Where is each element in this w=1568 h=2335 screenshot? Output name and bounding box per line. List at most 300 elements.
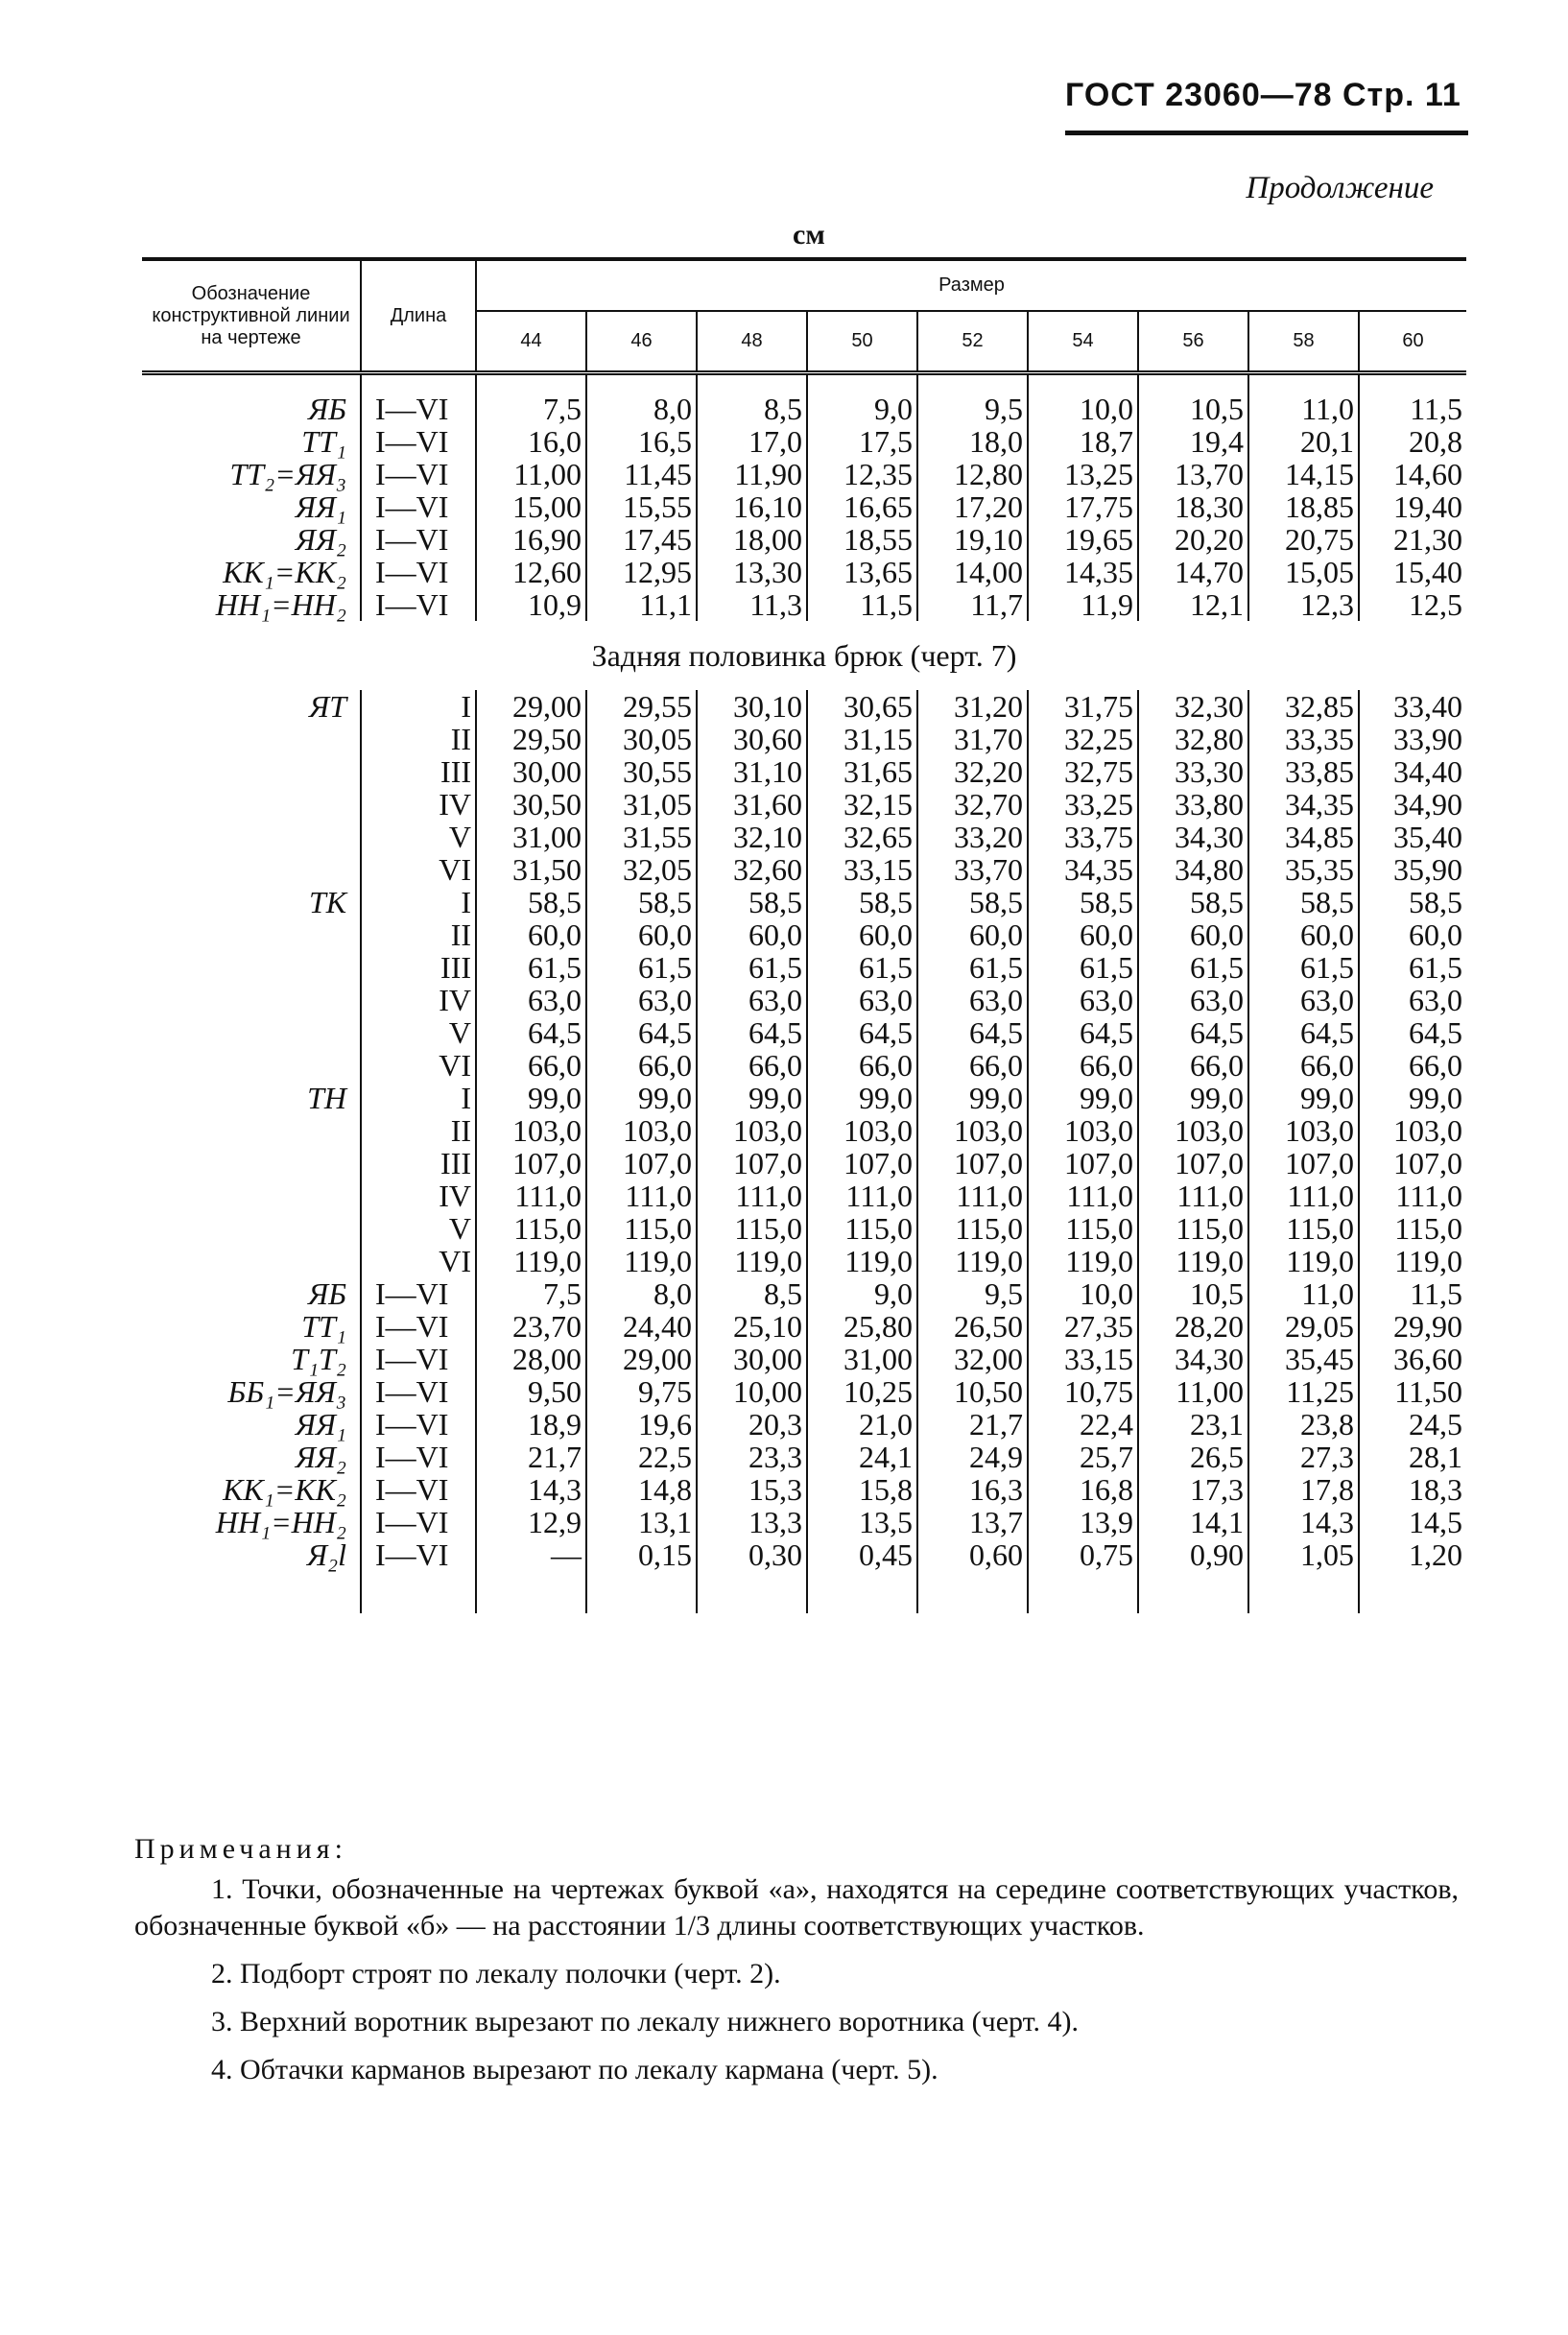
size-header-cell: 58	[1248, 311, 1359, 373]
designation-cell: КК₁=КК₂	[223, 1472, 346, 1507]
table-row	[142, 588, 1466, 621]
table-row	[142, 788, 1466, 821]
designation-cell	[142, 723, 361, 755]
designation-cell: НН₁=НН₂	[215, 1505, 346, 1539]
value-cell: 103,0	[476, 1114, 586, 1147]
value-cell: 115,0	[1028, 1212, 1138, 1245]
value-cell: 32,85	[1248, 690, 1359, 723]
value-cell: 12,3	[1248, 588, 1359, 621]
value-cell: 32,05	[586, 853, 697, 886]
value-cell: 58,5	[1359, 886, 1466, 918]
length-cell: II	[361, 723, 476, 755]
value-cell: 31,15	[807, 723, 917, 755]
value-cell: 13,30	[697, 556, 807, 588]
value-cell: —	[476, 1538, 586, 1571]
designation-cell	[142, 1147, 361, 1179]
value-cell: 17,3	[1138, 1473, 1248, 1506]
value-cell: 35,45	[1248, 1343, 1359, 1375]
value-cell: 9,5	[917, 393, 1028, 425]
designation-cell: ЯБ	[308, 1276, 346, 1311]
table-row	[142, 1408, 1466, 1441]
value-cell: 66,0	[1359, 1049, 1466, 1082]
value-cell: 23,8	[1248, 1408, 1359, 1441]
spacer-cell	[1028, 1571, 1138, 1613]
table-row	[142, 1277, 1466, 1310]
value-cell: 0,15	[586, 1538, 697, 1571]
value-cell: 11,00	[476, 458, 586, 490]
value-cell: 31,70	[917, 723, 1028, 755]
value-cell: 19,40	[1359, 490, 1466, 523]
value-cell: 60,0	[1138, 918, 1248, 951]
designation-cell	[142, 984, 361, 1016]
value-cell: 10,9	[476, 588, 586, 621]
value-cell: 23,70	[476, 1310, 586, 1343]
value-cell: 11,0	[1248, 1277, 1359, 1310]
spacer-cell	[917, 373, 1028, 393]
value-cell: 25,80	[807, 1310, 917, 1343]
length-cell: II	[361, 1114, 476, 1147]
value-cell: 115,0	[917, 1212, 1028, 1245]
value-cell: 22,4	[1028, 1408, 1138, 1441]
value-cell: 29,55	[586, 690, 697, 723]
continuation-label: Продолжение	[1246, 171, 1434, 205]
value-cell: 8,5	[697, 393, 807, 425]
value-cell: 17,5	[807, 425, 917, 458]
value-cell: 21,0	[807, 1408, 917, 1441]
value-cell: 115,0	[697, 1212, 807, 1245]
value-cell: 36,60	[1359, 1343, 1466, 1375]
size-header-cell: 44	[476, 311, 586, 373]
table-row	[142, 1212, 1466, 1245]
length-cell: IV	[361, 1179, 476, 1212]
value-cell: 107,0	[1248, 1147, 1359, 1179]
value-cell: 12,5	[1359, 588, 1466, 621]
value-cell: 29,90	[1359, 1310, 1466, 1343]
value-cell: 60,0	[807, 918, 917, 951]
table-row	[142, 918, 1466, 951]
value-cell: 61,5	[917, 951, 1028, 984]
value-cell: 103,0	[1028, 1114, 1138, 1147]
value-cell: 64,5	[807, 1016, 917, 1049]
length-header: Длина	[361, 259, 476, 373]
value-cell: 14,00	[917, 556, 1028, 588]
value-cell: 10,00	[697, 1375, 807, 1408]
value-cell: 16,3	[917, 1473, 1028, 1506]
value-cell: 31,75	[1028, 690, 1138, 723]
value-cell: 107,0	[807, 1147, 917, 1179]
value-cell: 18,30	[1138, 490, 1248, 523]
value-cell: 19,10	[917, 523, 1028, 556]
value-cell: 32,30	[1138, 690, 1248, 723]
value-cell: 64,5	[697, 1016, 807, 1049]
value-cell: 111,0	[1028, 1179, 1138, 1212]
value-cell: 32,60	[697, 853, 807, 886]
value-cell: 13,65	[807, 556, 917, 588]
value-cell: 21,30	[1359, 523, 1466, 556]
value-cell: 10,5	[1138, 1277, 1248, 1310]
value-cell: 103,0	[1359, 1114, 1466, 1147]
value-cell: 64,5	[1248, 1016, 1359, 1049]
spacer-cell	[1359, 373, 1466, 393]
designation-cell	[142, 755, 361, 788]
value-cell: 32,00	[917, 1343, 1028, 1375]
spacer-cell	[1028, 373, 1138, 393]
value-cell: 64,5	[586, 1016, 697, 1049]
value-cell: 30,55	[586, 755, 697, 788]
table-row	[142, 1049, 1466, 1082]
value-cell: 61,5	[1248, 951, 1359, 984]
value-cell: 66,0	[1028, 1049, 1138, 1082]
value-cell: 32,20	[917, 755, 1028, 788]
table-row	[142, 1375, 1466, 1408]
size-header: Размер	[476, 259, 1466, 311]
value-cell: 15,40	[1359, 556, 1466, 588]
value-cell: 16,8	[1028, 1473, 1138, 1506]
value-cell: 18,00	[697, 523, 807, 556]
value-cell: 61,5	[1028, 951, 1138, 984]
value-cell: 63,0	[1359, 984, 1466, 1016]
value-cell: 11,9	[1028, 588, 1138, 621]
table-row	[142, 1473, 1466, 1506]
spacer-cell	[807, 1571, 917, 1613]
value-cell: 107,0	[917, 1147, 1028, 1179]
table-row	[142, 723, 1466, 755]
value-cell: 11,25	[1248, 1375, 1359, 1408]
value-cell: 66,0	[1248, 1049, 1359, 1082]
value-cell: 32,80	[1138, 723, 1248, 755]
length-cell: I—VI	[361, 1538, 476, 1571]
value-cell: 58,5	[586, 886, 697, 918]
table-row	[142, 690, 1466, 723]
value-cell: 33,80	[1138, 788, 1248, 821]
value-cell: 11,1	[586, 588, 697, 621]
length-cell: III	[361, 755, 476, 788]
note-item: 3. Верхний воротник вырезают по лекалу нижнего воротника (черт. 4).	[211, 2006, 1079, 2037]
spacer-cell	[361, 1571, 476, 1613]
value-cell: 34,80	[1138, 853, 1248, 886]
value-cell: 103,0	[1248, 1114, 1359, 1147]
spacer-cell	[142, 1571, 361, 1613]
value-cell: 99,0	[586, 1082, 697, 1114]
table-row	[142, 984, 1466, 1016]
value-cell: 99,0	[1359, 1082, 1466, 1114]
designation-cell: ТК	[308, 885, 346, 919]
designation-cell	[142, 821, 361, 853]
designation-cell: ТТ₂=ЯЯ₃	[229, 457, 346, 491]
value-cell: 19,65	[1028, 523, 1138, 556]
length-cell: I—VI	[361, 425, 476, 458]
value-cell: 11,5	[807, 588, 917, 621]
value-cell: 31,55	[586, 821, 697, 853]
value-cell: 58,5	[697, 886, 807, 918]
designation-cell	[142, 1212, 361, 1245]
note-item: 2. Подборт строят по лекалу полочки (черт. 2).	[211, 1958, 781, 1990]
value-cell: 115,0	[1138, 1212, 1248, 1245]
value-cell: 16,5	[586, 425, 697, 458]
value-cell: 25,7	[1028, 1441, 1138, 1473]
value-cell: 18,55	[807, 523, 917, 556]
designation-cell: ЯЯ₁	[295, 489, 346, 524]
designation-header: Обозначение конструктивной линии на чертеже	[142, 259, 361, 373]
designation-cell	[142, 1179, 361, 1212]
value-cell: 0,90	[1138, 1538, 1248, 1571]
value-cell: 30,00	[697, 1343, 807, 1375]
table-row	[142, 821, 1466, 853]
value-cell: 61,5	[586, 951, 697, 984]
value-cell: 13,3	[697, 1506, 807, 1538]
value-cell: 9,50	[476, 1375, 586, 1408]
value-cell: 20,3	[697, 1408, 807, 1441]
value-cell: 34,35	[1248, 788, 1359, 821]
value-cell: 7,5	[476, 1277, 586, 1310]
value-cell: 61,5	[1138, 951, 1248, 984]
value-cell: 58,5	[807, 886, 917, 918]
value-cell: 14,3	[476, 1473, 586, 1506]
length-cell: III	[361, 951, 476, 984]
value-cell: 26,50	[917, 1310, 1028, 1343]
value-cell: 14,8	[586, 1473, 697, 1506]
note-item: 4. Обтачки карманов вырезают по лекалу кармана (черт. 5).	[211, 2054, 938, 2085]
value-cell: 119,0	[1248, 1245, 1359, 1277]
value-cell: 103,0	[586, 1114, 697, 1147]
size-header-cell: 50	[807, 311, 917, 373]
value-cell: 58,5	[476, 886, 586, 918]
notes	[134, 1831, 1459, 2100]
value-cell: 35,40	[1359, 821, 1466, 853]
value-cell: 15,3	[697, 1473, 807, 1506]
value-cell: 99,0	[807, 1082, 917, 1114]
designation-cell	[142, 788, 361, 821]
value-cell: 29,00	[586, 1343, 697, 1375]
value-cell: 18,85	[1248, 490, 1359, 523]
designation-cell: НН₁=НН₂	[215, 587, 346, 622]
value-cell: 31,50	[476, 853, 586, 886]
length-cell: IV	[361, 788, 476, 821]
spacer-cell	[476, 1571, 586, 1613]
value-cell: 33,20	[917, 821, 1028, 853]
value-cell: 31,05	[586, 788, 697, 821]
designation-cell: ТТ₁	[301, 1309, 346, 1344]
value-cell: 63,0	[1138, 984, 1248, 1016]
spacer-cell	[586, 373, 697, 393]
value-cell: 31,20	[917, 690, 1028, 723]
value-cell: 32,70	[917, 788, 1028, 821]
length-cell: I—VI	[361, 1277, 476, 1310]
value-cell: 60,0	[697, 918, 807, 951]
table-row	[142, 853, 1466, 886]
table-row	[142, 755, 1466, 788]
value-cell: 61,5	[1359, 951, 1466, 984]
value-cell: 33,35	[1248, 723, 1359, 755]
value-cell: 99,0	[1028, 1082, 1138, 1114]
length-cell: I—VI	[361, 556, 476, 588]
value-cell: 111,0	[807, 1179, 917, 1212]
designation-cell: ЯЯ₂	[295, 1440, 346, 1474]
value-cell: 107,0	[1138, 1147, 1248, 1179]
table-row	[142, 490, 1466, 523]
spacer-row	[142, 373, 1466, 393]
size-header-cell: 52	[917, 311, 1028, 373]
length-cell: VI	[361, 853, 476, 886]
value-cell: 7,5	[476, 393, 586, 425]
value-cell: 10,25	[807, 1375, 917, 1408]
value-cell: 11,00	[1138, 1375, 1248, 1408]
value-cell: 13,25	[1028, 458, 1138, 490]
value-cell: 32,25	[1028, 723, 1138, 755]
length-cell: I—VI	[361, 1408, 476, 1441]
value-cell: 119,0	[476, 1245, 586, 1277]
designation-cell: ТН	[307, 1081, 346, 1115]
value-cell: 64,5	[476, 1016, 586, 1049]
value-cell: 60,0	[586, 918, 697, 951]
value-cell: 25,10	[697, 1310, 807, 1343]
value-cell: 115,0	[586, 1212, 697, 1245]
value-cell: 24,1	[807, 1441, 917, 1473]
value-cell: 60,0	[1248, 918, 1359, 951]
value-cell: 0,30	[697, 1538, 807, 1571]
length-cell: I	[361, 886, 476, 918]
value-cell: 9,0	[807, 1277, 917, 1310]
designation-cell: КК₁=КК₂	[223, 555, 346, 589]
value-cell: 20,1	[1248, 425, 1359, 458]
value-cell: 9,0	[807, 393, 917, 425]
value-cell: 11,50	[1359, 1375, 1466, 1408]
value-cell: 33,30	[1138, 755, 1248, 788]
value-cell: 99,0	[1248, 1082, 1359, 1114]
designation-cell	[142, 1114, 361, 1147]
spacer-cell	[586, 1571, 697, 1613]
value-cell: 11,5	[1359, 1277, 1466, 1310]
table-row	[142, 1506, 1466, 1538]
length-cell: I	[361, 1082, 476, 1114]
value-cell: 33,15	[1028, 1343, 1138, 1375]
designation-cell: ЯЯ₁	[295, 1407, 346, 1442]
value-cell: 60,0	[917, 918, 1028, 951]
designation-cell: ЯЯ₂	[295, 522, 346, 557]
table-row	[142, 1245, 1466, 1277]
value-cell: 18,9	[476, 1408, 586, 1441]
value-cell: 99,0	[476, 1082, 586, 1114]
value-cell: 32,10	[697, 821, 807, 853]
designation-cell	[142, 1245, 361, 1277]
value-cell: 11,7	[917, 588, 1028, 621]
length-cell: V	[361, 1212, 476, 1245]
table-row	[142, 1343, 1466, 1375]
designation-cell: ТТ₁	[301, 424, 346, 459]
length-cell: IV	[361, 984, 476, 1016]
length-cell: I—VI	[361, 490, 476, 523]
value-cell: 30,65	[807, 690, 917, 723]
value-cell: 10,5	[1138, 393, 1248, 425]
value-cell: 20,20	[1138, 523, 1248, 556]
value-cell: 107,0	[697, 1147, 807, 1179]
value-cell: 17,45	[586, 523, 697, 556]
value-cell: 63,0	[697, 984, 807, 1016]
value-cell: 10,0	[1028, 393, 1138, 425]
table-row	[142, 1310, 1466, 1343]
value-cell: 12,35	[807, 458, 917, 490]
value-cell: 111,0	[1248, 1179, 1359, 1212]
value-cell: 111,0	[1138, 1179, 1248, 1212]
value-cell: 63,0	[807, 984, 917, 1016]
value-cell: 30,05	[586, 723, 697, 755]
value-cell: 14,70	[1138, 556, 1248, 588]
value-cell: 24,9	[917, 1441, 1028, 1473]
value-cell: 11,90	[697, 458, 807, 490]
spacer-cell	[1248, 373, 1359, 393]
spacer-cell	[697, 373, 807, 393]
length-cell: I—VI	[361, 1441, 476, 1473]
value-cell: 10,75	[1028, 1375, 1138, 1408]
value-cell: 115,0	[1359, 1212, 1466, 1245]
value-cell: 13,1	[586, 1506, 697, 1538]
value-cell: 13,70	[1138, 458, 1248, 490]
spacer-cell	[142, 373, 361, 393]
value-cell: 58,5	[1248, 886, 1359, 918]
spacer-cell	[697, 1571, 807, 1613]
value-cell: 14,1	[1138, 1506, 1248, 1538]
measurements-table	[142, 257, 1466, 1613]
value-cell: 26,5	[1138, 1441, 1248, 1473]
value-cell: 14,35	[1028, 556, 1138, 588]
designation-cell	[142, 918, 361, 951]
value-cell: 9,75	[586, 1375, 697, 1408]
unit-label: см	[793, 219, 825, 250]
designation-cell	[142, 853, 361, 886]
value-cell: 35,90	[1359, 853, 1466, 886]
designation-cell	[142, 1049, 361, 1082]
value-cell: 119,0	[917, 1245, 1028, 1277]
value-cell: 64,5	[917, 1016, 1028, 1049]
value-cell: 18,3	[1359, 1473, 1466, 1506]
value-cell: 12,9	[476, 1506, 586, 1538]
value-cell: 33,90	[1359, 723, 1466, 755]
length-cell: V	[361, 1016, 476, 1049]
spacer-cell	[807, 373, 917, 393]
value-cell: 30,50	[476, 788, 586, 821]
table-row	[142, 886, 1466, 918]
value-cell: 103,0	[807, 1114, 917, 1147]
value-cell: 20,75	[1248, 523, 1359, 556]
table-body	[142, 373, 1466, 1614]
value-cell: 14,60	[1359, 458, 1466, 490]
value-cell: 8,0	[586, 393, 697, 425]
value-cell: 18,7	[1028, 425, 1138, 458]
designation-cell: ЯТ	[309, 689, 346, 724]
value-cell: 18,0	[917, 425, 1028, 458]
value-cell: 31,10	[697, 755, 807, 788]
table-row	[142, 1147, 1466, 1179]
length-cell: II	[361, 918, 476, 951]
value-cell: 34,40	[1359, 755, 1466, 788]
value-cell: 31,00	[807, 1343, 917, 1375]
designation-cell: ЯБ	[308, 392, 346, 426]
value-cell: 119,0	[1359, 1245, 1466, 1277]
value-cell: 33,25	[1028, 788, 1138, 821]
value-cell: 17,0	[697, 425, 807, 458]
value-cell: 32,75	[1028, 755, 1138, 788]
value-cell: 60,0	[1028, 918, 1138, 951]
value-cell: 0,45	[807, 1538, 917, 1571]
spacer-cell	[476, 373, 586, 393]
value-cell: 119,0	[1028, 1245, 1138, 1277]
value-cell: 14,15	[1248, 458, 1359, 490]
spacer-cell	[917, 1571, 1028, 1613]
value-cell: 10,0	[1028, 1277, 1138, 1310]
standard-reference: ГОСТ 23060—78 Стр. 11	[1065, 77, 1461, 113]
value-cell: 63,0	[1028, 984, 1138, 1016]
designation-cell	[142, 1016, 361, 1049]
